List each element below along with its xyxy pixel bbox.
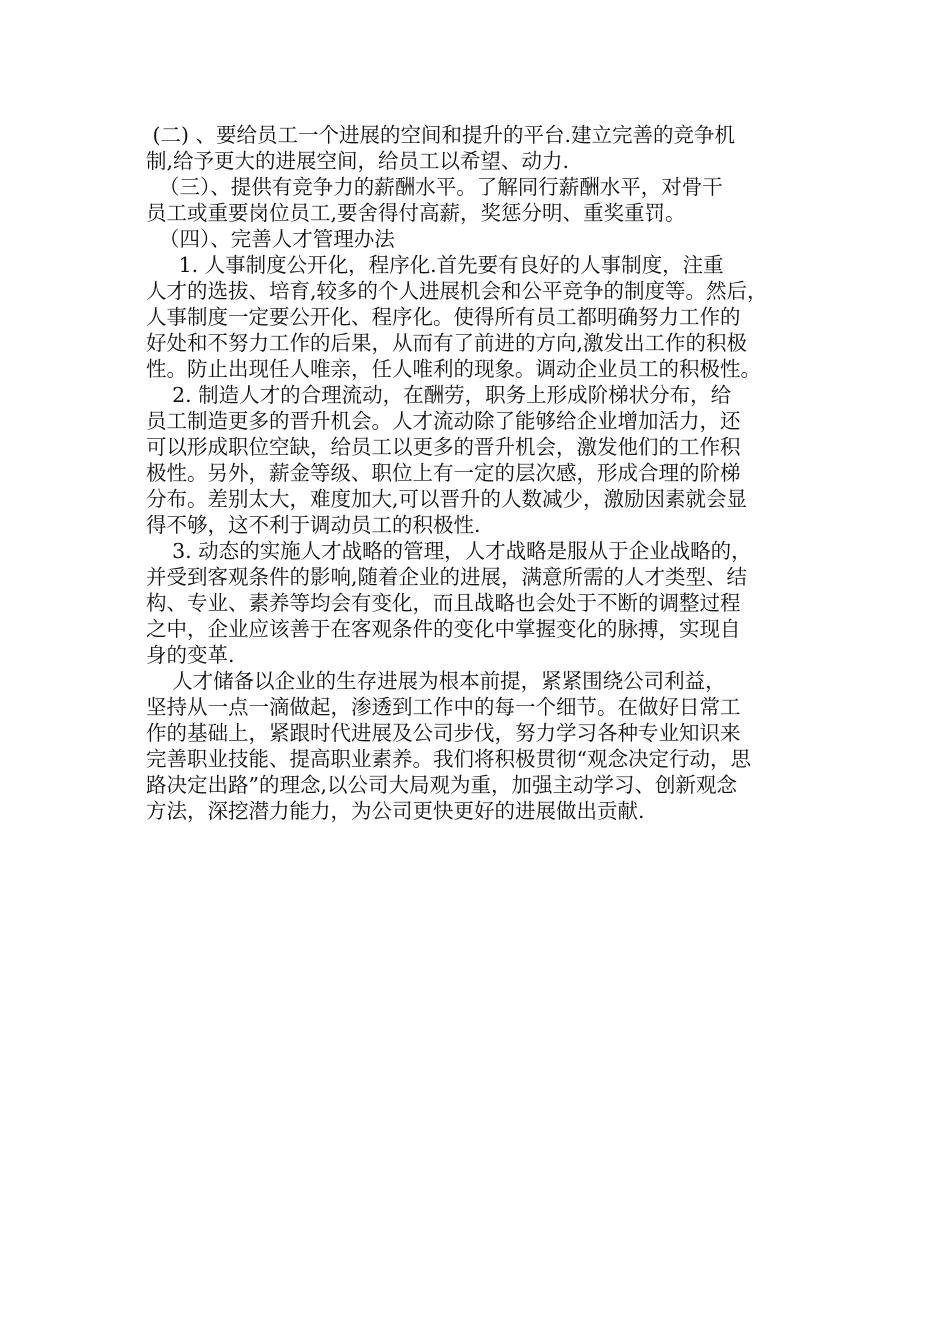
text-line-17: 3. 动态的实施人才战略的管理，人才战略是服从于企业战略的，: [146, 539, 752, 563]
text-line-8: 人事制度一定要公开化、程序化。使得所有员工都明确努力工作的: [146, 305, 741, 329]
text-line-25: 完善职业技能、提高职业素养。我们将积极贯彻“观念决定行动，思: [146, 747, 751, 771]
text-line-5: （四）、完善人才管理办法: [146, 227, 395, 251]
text-line-13: 可以形成职位空缺，给员工以更多的晋升机会，激发他们的工作积: [146, 435, 741, 459]
body-text: [146, 122, 810, 824]
text-line-27: 方法，深挖潜力能力，为公司更快更好的进展做出贡献.: [146, 799, 645, 823]
text-line-7: 人才的选拔、培育,较多的个人进展机会和公平竞争的制度等。然后，: [146, 279, 768, 303]
text-line-10: 性。防止出现任人唯亲，任人唯利的现象。调动企业员工的积极性。: [146, 357, 761, 381]
text-line-20: 之中，企业应该善于在客观条件的变化中掌握变化的脉搏，实现自: [146, 617, 741, 641]
text-line-21: 身的变革.: [146, 643, 235, 667]
text-line-9: 好处和不努力工作的后果，从而有了前进的方向,激发出工作的积极: [146, 331, 748, 355]
text-line-14: 极性。另外，薪金等级、职位上有一定的层次感，形成合理的阶梯: [146, 461, 741, 485]
text-line-2: 制,给予更大的进展空间，给员工以希望、动力.: [146, 149, 570, 173]
text-line-6: 1. 人事制度公开化，程序化.首先要有良好的人事制度，注重: [146, 253, 724, 277]
text-line-16: 得不够，这不利于调动员工的积极性.: [146, 513, 481, 537]
text-line-3: （三）、提供有竞争力的薪酬水平。了解同行薪酬水平，对骨干: [146, 175, 723, 199]
text-line-1: (二) 、要给员工一个进展的空间和提升的平台.建立完善的竞争机: [146, 123, 736, 147]
text-line-26: 路决定出路”的理念,以公司大局观为重，加强主动学习、创新观念: [146, 773, 737, 797]
text-line-18: 并受到客观条件的影响,随着企业的进展，满意所需的人才类型、结: [146, 565, 748, 589]
text-line-11: 2. 制造人才的合理流动，在酬劳，职务上形成阶梯状分布，给: [146, 383, 732, 407]
text-line-22: 人才储备以企业的生存进展为根本前提，紧紧围绕公司利益，: [146, 669, 726, 693]
text-line-19: 构、专业、素养等均会有变化，而且战略也会处于不断的调整过程: [146, 591, 741, 615]
text-line-23: 坚持从一点一滴做起，渗透到工作中的每一个细节。在做好日常工: [146, 695, 741, 719]
text-line-4: 员工或重要岗位员工,要舍得付高薪，奖惩分明、重奖重罚。: [146, 201, 686, 225]
text-line-15: 分布。差别太大，难度加大,可以晋升的人数减少，激励因素就会显: [146, 487, 748, 511]
text-line-12: 员工制造更多的晋升机会。人才流动除了能够给企业增加活力，还: [146, 409, 741, 433]
text-line-24: 作的基础上，紧跟时代进展及公司步伐，努力学习各种专业知识来: [146, 721, 741, 745]
